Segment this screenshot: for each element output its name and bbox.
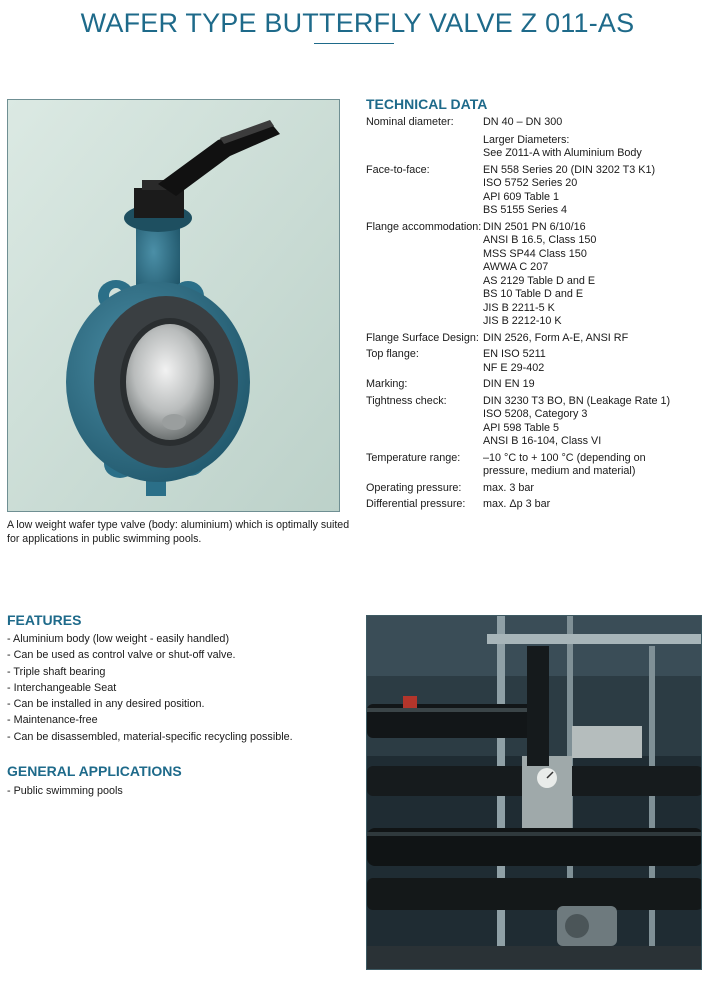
applications-list [7, 783, 352, 799]
installation-photo [366, 615, 702, 970]
tech-row [366, 452, 711, 479]
features-list [7, 631, 352, 745]
tech-row [366, 395, 711, 449]
feature-item: - Aluminium body (low weight - easily handled) [7, 633, 230, 645]
tech-values [483, 164, 711, 218]
tech-value: max. 3 bar [483, 481, 535, 494]
applications-heading: GENERAL APPLICATIONS [7, 763, 182, 779]
tech-label: Nominal diameter: [366, 116, 454, 128]
tech-value: ISO 5752 Series 20 [483, 177, 578, 189]
tech-value: EN 558 Series 20 (DIN 3202 T3 K1) [483, 163, 656, 176]
title-underline [314, 43, 394, 44]
tech-values [483, 395, 711, 449]
tech-values [483, 498, 711, 512]
product-caption: A low weight wafer type valve (body: aluminium) which is optimally suited for applications in public swimming pools. [7, 519, 350, 545]
page-title: WAFER TYPE BUTTERFLY VALVE Z 011-AS [80, 8, 635, 38]
tech-value: See Z011-A with Aluminium Body [483, 147, 642, 159]
feature-item: - Interchangeable Seat [7, 681, 117, 694]
feature-item: - Can be installed in any desired position. [7, 698, 205, 711]
tech-label: Top flange: [366, 348, 419, 360]
feature-item: - Can be used as control valve or shut-off valve. [7, 649, 236, 662]
tech-values [483, 116, 711, 161]
tech-label: Tightness check: [366, 394, 447, 407]
tech-label: Temperature range: [366, 451, 461, 464]
feature-item: - Can be disassembled, material-specific recycling possible. [7, 730, 293, 743]
tech-label: Differential pressure: [366, 498, 466, 510]
tech-value: AWWA C 207 [483, 261, 549, 273]
tech-value: –10 °C to + 100 °C (depending on [483, 451, 646, 464]
tech-row [366, 482, 711, 496]
tech-value: DIN 3230 T3 BO, BN (Leakage Rate 1) [483, 394, 671, 407]
tech-label: Face-to-face: [366, 163, 430, 176]
pipework-installation-illustration [367, 616, 702, 970]
tech-label: Flange accommodation: [366, 220, 482, 233]
features-heading: FEATURES [7, 612, 82, 628]
tech-value: DIN 2501 PN 6/10/16 [483, 220, 586, 233]
tech-row [366, 116, 711, 161]
tech-row [366, 498, 711, 512]
tech-values [483, 348, 711, 375]
tech-label: Flange Surface Design: [366, 331, 479, 344]
tech-value: ANSI B 16-104, Class VI [483, 435, 602, 447]
tech-value: DIN EN 19 [483, 378, 535, 390]
tech-row [366, 164, 711, 218]
tech-value: DIN 2526, Form A-E, ANSI RF [483, 331, 629, 344]
tech-value: ISO 5208, Category 3 [483, 408, 588, 420]
tech-label: Marking: [366, 378, 408, 390]
valve-product-photo [7, 99, 340, 512]
tech-value: max. Δp 3 bar [483, 498, 551, 510]
tech-value: Larger Diameters: [483, 133, 570, 146]
tech-label: Operating pressure: [366, 481, 462, 494]
tech-value: MSS SP44 Class 150 [483, 247, 587, 260]
technical-data-table [366, 116, 711, 512]
tech-values [483, 452, 711, 479]
tech-values [483, 221, 711, 329]
butterfly-valve-illustration [8, 100, 340, 512]
tech-value: EN ISO 5211 [483, 348, 546, 360]
tech-value: BS 10 Table D and E [483, 288, 584, 300]
tech-value: NF E 29-402 [483, 361, 545, 374]
tech-value: AS 2129 Table D and E [483, 274, 596, 287]
tech-values [483, 378, 711, 392]
tech-row [366, 332, 711, 346]
tech-value: BS 5155 Series 4 [483, 204, 568, 216]
feature-item: - Triple shaft bearing [7, 665, 106, 678]
tech-value: JIS B 2212-10 K [483, 315, 562, 327]
tech-value: DN 40 – DN 300 [483, 116, 563, 128]
tech-value: pressure, medium and material) [483, 465, 636, 477]
tech-values [483, 482, 711, 496]
tech-value: ANSI B 16.5, Class 150 [483, 234, 597, 246]
tech-row [366, 221, 711, 329]
application-item: - Public swimming pools [7, 785, 123, 797]
tech-row [366, 378, 711, 392]
tech-value: API 598 Table 5 [483, 421, 560, 434]
tech-value: API 609 Table 1 [483, 190, 560, 203]
feature-item: - Maintenance-free [7, 714, 98, 727]
tech-values [483, 332, 711, 346]
tech-row [366, 348, 711, 375]
technical-data-heading: TECHNICAL DATA [366, 96, 488, 112]
tech-value: JIS B 2211-5 K [483, 301, 555, 314]
